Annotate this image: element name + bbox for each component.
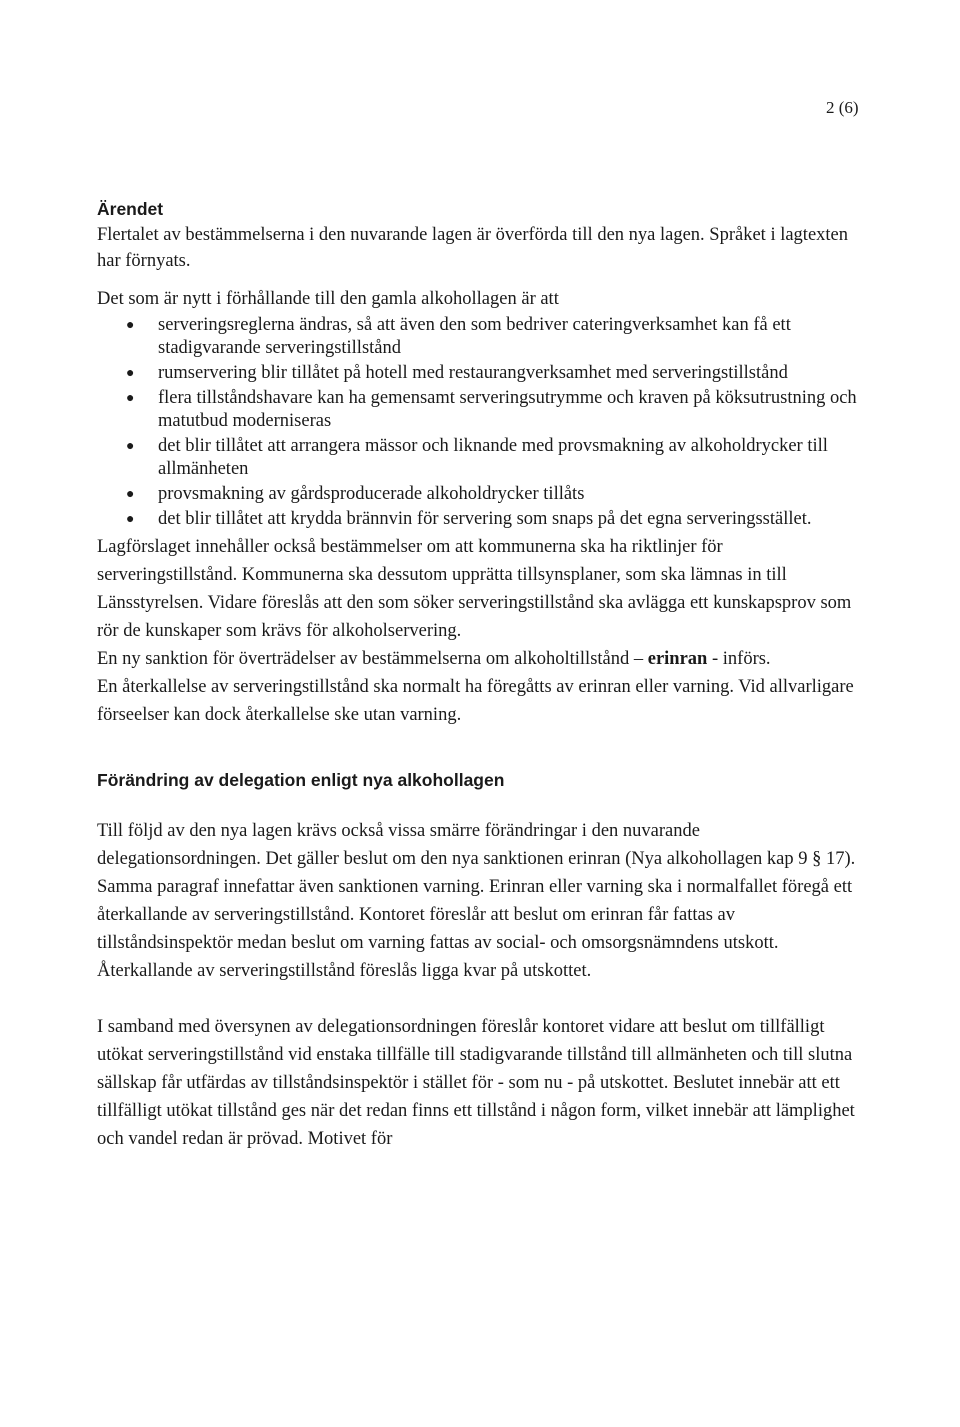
bullet-icon: ● — [126, 439, 135, 454]
bullet-icon: ● — [126, 487, 135, 502]
intro-paragraph: Flertalet av bestämmelserna i den nuvarande lagen är överförda till den nya lagen. Språket i lagtexten har förnyats. — [97, 225, 849, 271]
guidelines-paragraph: Lagförslaget innehåller också bestämmelser om att kommunerna ska ha riktlinjer för serveringstillstånd. Kommunerna ska dessutom upprätta tillsynsplaner, som ska lämnas in till Länsstyrelsen. Vidare föreslås att den som söker serveringstillstånd ska avlägga ett kunskapsprov som rör de kunskaper som krävs för alkoholservering. — [97, 537, 852, 641]
section-heading-delegation: Förändring av delegation enligt nya alkohollagen — [97, 770, 505, 790]
bullet-icon: ● — [126, 512, 135, 527]
bullet-icon: ● — [126, 366, 135, 381]
list-item: ● det blir tillåtet att krydda brännvin för servering som snaps på det egna serveringsstället. — [126, 509, 812, 529]
list-item: ● provsmakning av gårdsproducerade alkoholdrycker tillåts — [126, 484, 585, 504]
sanction-paragraph: En ny sanktion för överträdelser av bestämmelserna om alkoholtillstånd – erinran - införs. — [97, 649, 771, 669]
list-item: ● serveringsreglerna ändras, så att även den som bedriver cateringverksamhet kan få ett stadigvarande serveringstillstånd — [126, 315, 791, 358]
document-body — [97, 196, 857, 1153]
changes-list — [97, 314, 857, 531]
bullet-icon: ● — [126, 391, 135, 406]
sanction-term: erinran — [647, 649, 708, 669]
bullet-icon: ● — [126, 318, 135, 333]
delegation-paragraph-2: I samband med översynen av delegationsordningen föreslår kontoret vidare att beslut om tillfälligt utökat serveringstillstånd vid enstaka tillfälle till stadigvarande tillstånd till allmänheten och till slutna sällskap får utfärdas av tillståndsinspektör i stället för - som nu - på utskottet. Beslutet innebär att ett tillfälligt utökat tillstånd ges när det redan finns ett tillstånd i någon form, vilket innebär att lämplighet och vandel redan är prövad. Motivet för — [97, 1017, 855, 1149]
list-intro: Det som är nytt i förhållande till den gamla alkohollagen är att — [97, 289, 559, 309]
page-number: 2 (6) — [826, 98, 859, 117]
list-item: ● rumservering blir tillåtet på hotell med restaurangverksamhet med serveringstillstånd — [126, 363, 788, 383]
delegation-section — [97, 767, 857, 1153]
delegation-paragraph-1: Till följd av den nya lagen krävs också vissa smärre förändringar i den nuvarande delegationsordningen. Det gäller beslut om den nya sanktionen erinran (Nya alkohollagen kap 9 § 17). Samma paragraf innefattar även sanktionen varning. Erinran eller varning ska i normalfallet föregå ett återkallande av serveringstillstånd. Kontoret föreslår att beslut om erinran får fattas av tillståndsinspektör medan beslut om varning fattas av social- och omsorgsnämndens utskott. Återkallande av serveringstillstånd föreslås ligga kvar på utskottet. — [97, 821, 856, 981]
list-item: ● det blir tillåtet att arrangera mässor och liknande med provsmakning av alkoholdrycker till allmänheten — [126, 436, 828, 479]
list-item: ● flera tillståndshavare kan ha gemensamt serveringsutrymme och kraven på köksutrustning och matutbud moderniseras — [126, 388, 857, 431]
section-heading-arendet: Ärendet — [97, 199, 164, 219]
revocation-paragraph: En återkallelse av serveringstillstånd ska normalt ha föregåtts av erinran eller varning. Vid allvarligare förseelser kan dock återkallelse ske utan varning. — [97, 677, 854, 725]
